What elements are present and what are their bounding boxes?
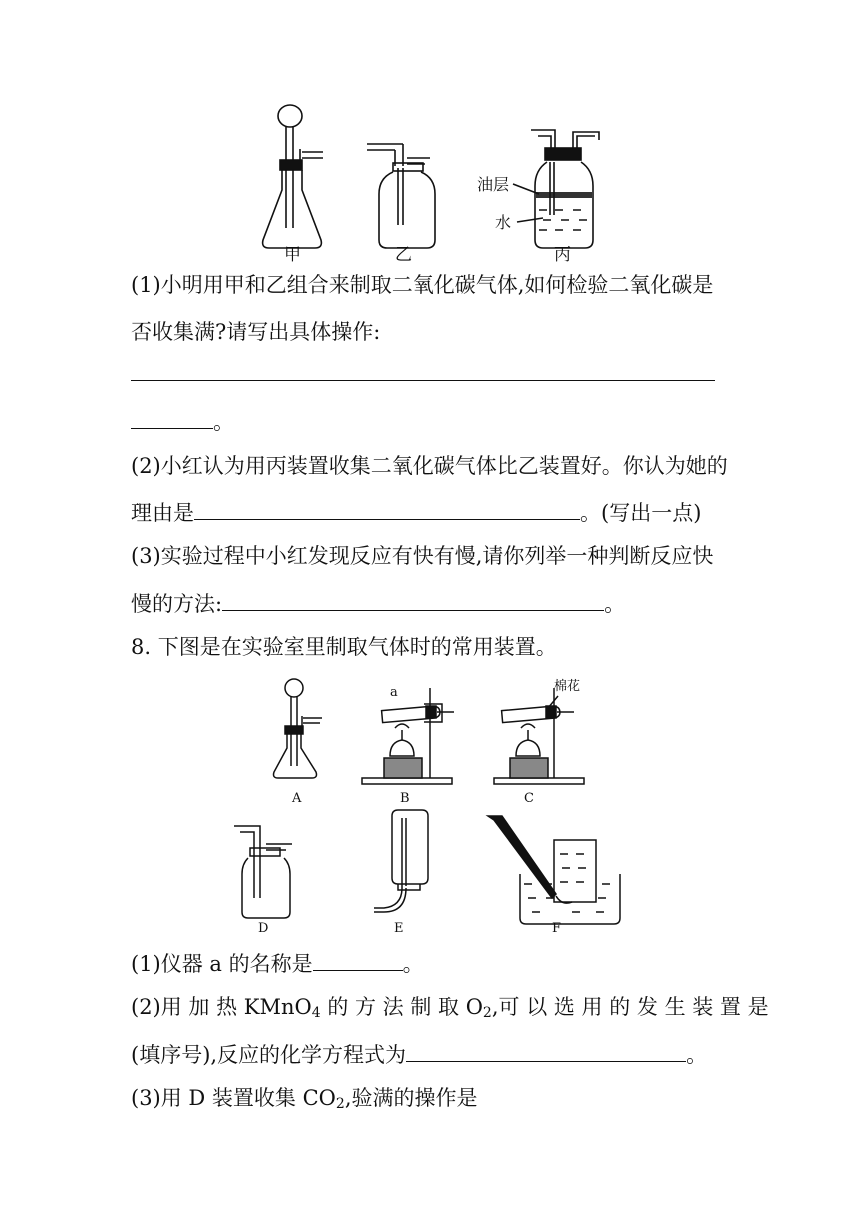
apparatus-bing <box>513 130 599 248</box>
label-b: B <box>400 791 410 806</box>
q7-part1-line2: 否收集满?请写出具体操作: <box>131 320 381 344</box>
q8-part2-line1: (2)用 加 热 KMnO$_4$ 的 方 法 制 取 $O_2$,可 以 选 用 的 发 生 装 置 是 <box>131 995 769 1021</box>
figure-apparatus-a-to-f <box>232 668 632 938</box>
label-a: A <box>292 791 302 806</box>
q7-part3-blank[interactable] <box>222 588 604 611</box>
label-a-tube: a <box>390 685 398 700</box>
label-e: E <box>394 921 404 936</box>
apparatus-yi <box>367 144 435 248</box>
q8-part2-line2: (填序号),反应的化学方程式为 。 <box>131 1039 707 1069</box>
q8-part3: (3)用 D 装置收集 $CO_2$,验满的操作是 <box>131 1086 478 1112</box>
apparatus-d <box>234 826 292 918</box>
label-jia: 甲 <box>284 245 301 265</box>
label-yi: 乙 <box>395 245 412 265</box>
label-c: C <box>524 791 534 806</box>
apparatus-c <box>494 688 584 784</box>
q8-part2-blank[interactable] <box>406 1039 686 1062</box>
q7-part1-answer-blank-2: 。 <box>131 406 234 436</box>
q8-title: 8. 下图是在实验室里制取气体时的常用装置。 <box>131 635 557 659</box>
apparatus-b <box>362 688 454 784</box>
label-bing: 丙 <box>554 245 571 265</box>
q7-part3-line2: 慢的方法: 。 <box>131 588 625 618</box>
label-oil-layer: 油层 <box>477 175 510 194</box>
q7-part1-answer-blank[interactable] <box>131 358 715 388</box>
label-water: 水 <box>495 213 512 232</box>
q7-part2-blank[interactable] <box>194 497 580 520</box>
apparatus-a <box>274 679 323 778</box>
q7-part1-line1: (1)小明用甲和乙组合来制取二氧化碳气体,如何检验二氧化碳是 <box>131 273 714 297</box>
q7-part2-line2: 理由是 。(写出一点) <box>131 497 701 527</box>
q7-part2-line1: (2)小红认为用丙装置收集二氧化碳气体比乙装置好。你认为她的 <box>131 454 728 478</box>
label-f: F <box>552 921 562 936</box>
q7-part3-line1: (3)实验过程中小红发现反应有快有慢,请你列举一种判断反应快 <box>131 544 714 568</box>
label-cotton: 棉花 <box>554 679 581 694</box>
figure-apparatus-jia-yi-bing <box>255 100 615 265</box>
q8-part1: (1)仪器 a 的名称是 。 <box>131 948 424 978</box>
apparatus-e <box>374 810 428 912</box>
label-d: D <box>258 921 269 936</box>
q8-part1-blank[interactable] <box>313 948 403 971</box>
apparatus-f <box>488 816 620 924</box>
apparatus-jia <box>263 105 323 248</box>
